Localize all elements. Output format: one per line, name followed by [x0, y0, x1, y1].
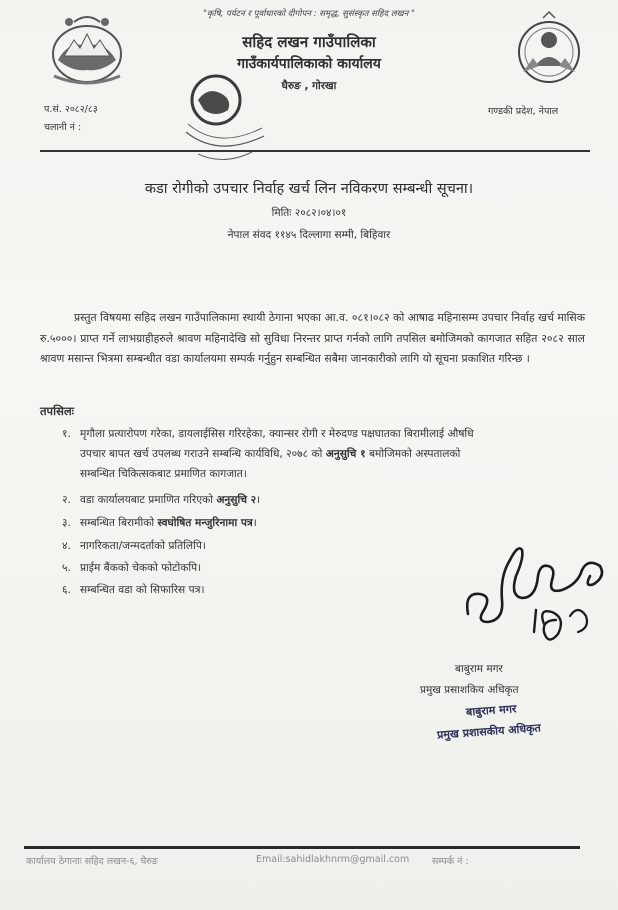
annex-reference: अनुसुचि २	[216, 494, 257, 506]
footer-email: Email:sahidlakhnrm@gmail.com	[256, 854, 410, 865]
list-item-text: सम्बन्धित बिरामीको	[80, 517, 158, 529]
province-label: गण्डकी प्रदेश, नेपाल	[488, 106, 559, 117]
header-divider	[40, 150, 590, 152]
office-stamp-icon	[168, 66, 280, 174]
list-item-text: वडा कार्यालयबाट प्रमाणित गरिएको	[80, 494, 217, 506]
list-item-text: सम्बन्धित वडा को सिफारिस पत्र।	[80, 584, 205, 596]
stamp-signatory-name: बाबुराम मगर	[465, 702, 517, 719]
list-item-text: ।	[256, 494, 261, 506]
notice-paragraph	[40, 308, 585, 370]
footer-address: कार्यालय ठेगानाः सहिद लखन-६, घैरुङ	[26, 856, 158, 867]
motto: "कृषि, पर्यटन र पूर्वाधारको दीगोपन : समृद्ध, सुसंस्कृत सहिद लखन "	[203, 9, 415, 19]
list-item-number: ५.	[62, 562, 71, 574]
dispatch-number: चलानी नं :	[44, 122, 82, 133]
list-item-text: उपचार बापत खर्च उपलब्ध गराउने सम्बन्धि कार्यविधि, २०७८ को	[80, 448, 326, 460]
list-item	[62, 513, 257, 533]
stamp-signatory-post: प्रमुख प्रशासकीय अधिकृत	[436, 721, 542, 742]
list-item-text: नागरिकता/जन्मदर्ताको प्रतिलिपि।	[80, 540, 206, 552]
list-item-number: ३.	[62, 517, 71, 529]
list-item-number: १.	[62, 428, 71, 440]
notice-date: मितिः २०८२।०४।०१	[271, 207, 347, 219]
office-name: सहिद लखन गाउँपालिका	[242, 33, 376, 51]
list-item-text: प्राईम बैंकको चेकको फोटोकपि।	[80, 562, 202, 574]
list-item	[62, 424, 474, 484]
signatory-post: प्रमुख प्रसाशकिय अधिकृत	[420, 684, 519, 696]
list-item	[62, 536, 206, 556]
list-item-text: सम्बन्धित चिकित्सकबाट प्रमाणित कागजात।	[80, 468, 247, 480]
nepal-sambat-date: नेपाल संवद ११४५ दिल्लागा सम्मी, बिहिवार	[227, 229, 391, 241]
list-item-number: ४.	[62, 540, 71, 552]
signature-icon	[462, 536, 610, 654]
signatory-name: बाबुराम मगर	[455, 663, 503, 675]
list-item-text: मृगौला प्रत्यारोपण गरेका, डायलाईसिस गरिरहेका, क्यान्सर रोगी र मेरुदण्ड पक्षघातका बिरामीलाई औषधि	[80, 428, 474, 440]
notice-paragraph-text: प्रस्तुत विषयमा सहिद लखन गाउँपालिकामा स्थायी ठेगाना भएका आ.व. ०८१।०८२ को आषाढ महिनासम्म उपचार निर्वाह खर्च मासिक रु.५०००। प्राप्त गर्ने लाभग्राहीहरुले श्रावण महिनादेखि सो सुविधा निरन्तर प्राप्त गर्नको लागि तपसिल बमोजिमको कागजात सहित २०८२ साल श्रावण मसान्त भित्रमा सम्बन्धीत वडा कार्यालयमा सम्पर्क गर्नुहुन सम्बन्धित सबैमा जानकारीको लागि यो सूचना प्रकाशित गरिन्छ ।	[40, 311, 585, 365]
list-item	[62, 558, 201, 578]
list-item-number: ६.	[62, 584, 71, 596]
office-location: घैरुङ , गोरखा	[281, 80, 337, 92]
annex-reference: अनुसुचि १	[325, 448, 366, 460]
list-item	[62, 490, 260, 510]
office-subtitle: गाउँकार्यपालिकाको कार्यालय	[237, 56, 381, 72]
footer-phone: सम्पर्क नं :	[432, 856, 469, 867]
list-item	[62, 580, 204, 600]
document-name: स्वघोषित मन्जुरिनामा पत्र	[157, 517, 253, 529]
reference-number: प.सं. २०८२/८३	[44, 104, 98, 115]
footer-divider	[24, 846, 580, 849]
list-item-text: ।	[252, 517, 257, 529]
tapasil-heading: तपसिलः	[40, 404, 74, 418]
notice-title: कडा रोगीको उपचार निर्वाह खर्च लिन नविकरण सम्बन्धी सूचना।	[144, 181, 474, 197]
list-item-number: २.	[62, 494, 71, 506]
list-item-text: बमोजिमको अस्पतालको	[365, 448, 461, 460]
